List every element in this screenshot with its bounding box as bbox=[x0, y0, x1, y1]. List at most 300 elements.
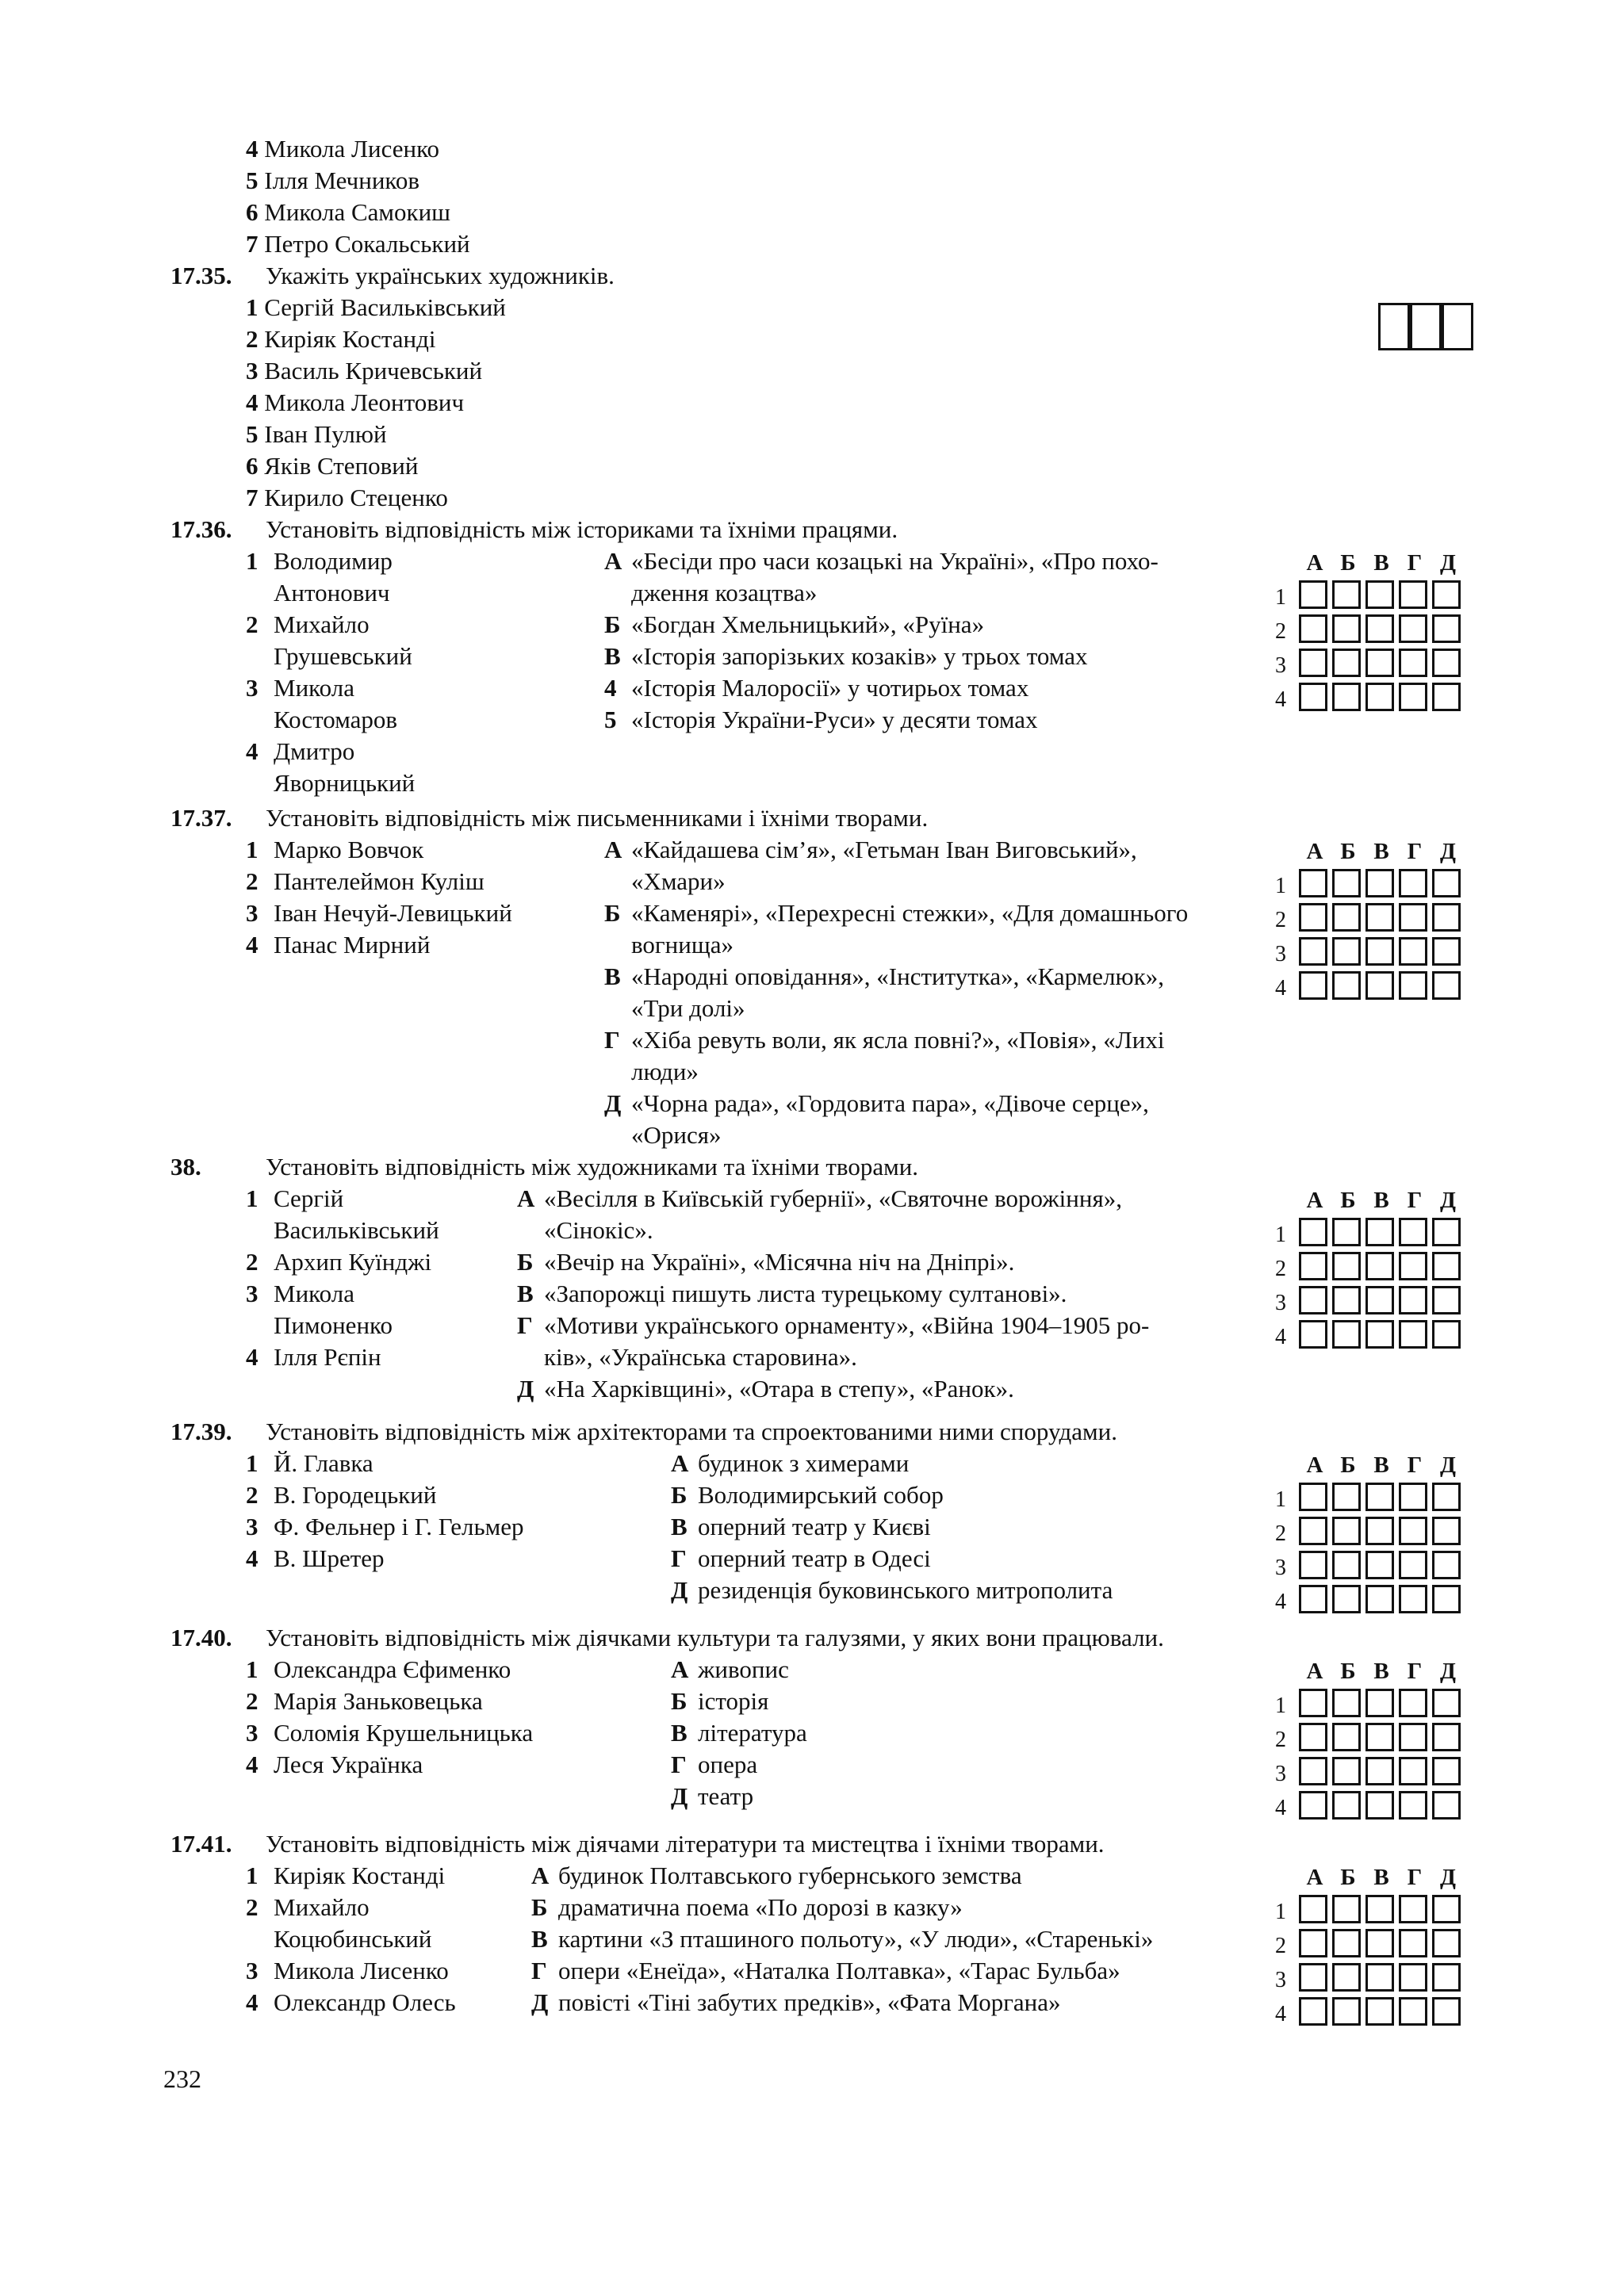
answer-grid-column-label: А bbox=[1306, 839, 1323, 864]
answer-grid-row-label: 3 bbox=[1275, 1968, 1286, 1992]
answer-box[interactable] bbox=[1442, 303, 1473, 350]
option-text: «На Харківщині», «Отара в степу», «Ранок». bbox=[544, 1375, 1014, 1402]
answer-grid-column-label: В bbox=[1373, 1659, 1389, 1684]
answer-cell[interactable] bbox=[1432, 1997, 1461, 2026]
answer-cell[interactable] bbox=[1432, 683, 1461, 711]
item-text: Дмитро bbox=[274, 737, 355, 765]
answer-cell[interactable] bbox=[1332, 971, 1361, 1000]
answer-cell[interactable] bbox=[1432, 869, 1461, 897]
answer-option bbox=[544, 1215, 653, 1246]
answer-cell[interactable] bbox=[1332, 1252, 1361, 1280]
answer-cell[interactable] bbox=[1432, 1963, 1461, 1992]
answer-cell[interactable] bbox=[1299, 1320, 1327, 1349]
answer-cell[interactable] bbox=[1332, 1320, 1361, 1349]
answer-grid-column-label: Г bbox=[1407, 1452, 1423, 1478]
item-text: Марко Вовчок bbox=[274, 836, 424, 863]
answer-cell[interactable] bbox=[1399, 1997, 1427, 2026]
answer-grid-row-label: 1 bbox=[1275, 585, 1286, 610]
answer-grid bbox=[1269, 1655, 1467, 1823]
item-text: Микола bbox=[274, 674, 354, 702]
answer-cell[interactable] bbox=[1299, 1895, 1327, 1923]
answer-cell[interactable] bbox=[1365, 937, 1394, 966]
answer-grid-column-label: В bbox=[1373, 1865, 1389, 1890]
item-text: Киріяк Костанді bbox=[274, 1862, 446, 1889]
option-text: картини «З пташиного польоту», «У люди», «Старенькі» bbox=[558, 1925, 1154, 1953]
answer-cell[interactable] bbox=[1432, 1286, 1461, 1314]
answer-cell[interactable] bbox=[1299, 1689, 1327, 1717]
answer-grid-row-label: 2 bbox=[1275, 1728, 1286, 1752]
answer-cell[interactable] bbox=[1299, 1929, 1327, 1957]
matching-item bbox=[274, 767, 415, 799]
item-text: Іван Пулюй bbox=[258, 420, 387, 448]
option-letter: А bbox=[604, 547, 622, 575]
matching-item bbox=[274, 577, 390, 609]
option-text: оперний театр у Києві bbox=[698, 1513, 931, 1540]
answer-option bbox=[531, 1892, 963, 1923]
answer-cell[interactable] bbox=[1399, 1483, 1427, 1511]
answer-cell[interactable] bbox=[1399, 683, 1427, 711]
answer-cell[interactable] bbox=[1365, 1585, 1394, 1613]
answer-option bbox=[517, 1183, 1122, 1215]
answer-cell[interactable] bbox=[1432, 1585, 1461, 1613]
option-letter: А bbox=[517, 1184, 535, 1212]
answer-cell[interactable] bbox=[1299, 614, 1327, 643]
item-text: Микола Леонтович bbox=[258, 388, 465, 416]
answer-grid-column-label: Б bbox=[1340, 550, 1356, 576]
answer-grid-column-label: Б bbox=[1340, 1865, 1356, 1890]
answer-grid-row-label: 1 bbox=[1275, 1223, 1286, 1247]
answer-cell[interactable] bbox=[1432, 649, 1461, 677]
item-number: 4 bbox=[246, 1751, 259, 1778]
option-letter: Б bbox=[517, 1248, 534, 1276]
option-text: «Орися» bbox=[631, 1121, 722, 1149]
option-text: історія bbox=[698, 1687, 769, 1715]
item-text: Сергій Васильківський bbox=[258, 293, 506, 321]
answer-cell[interactable] bbox=[1332, 1551, 1361, 1579]
answer-cell[interactable] bbox=[1332, 683, 1361, 711]
option-letter: Г bbox=[671, 1751, 687, 1778]
answer-option bbox=[631, 993, 745, 1024]
answer-grid-column-label: А bbox=[1306, 1865, 1323, 1890]
answer-cell[interactable] bbox=[1399, 971, 1427, 1000]
answer-option bbox=[631, 1119, 722, 1151]
answer-cell[interactable] bbox=[1332, 869, 1361, 897]
answer-cell[interactable] bbox=[1399, 1517, 1427, 1545]
option-letter: Д bbox=[604, 1089, 622, 1117]
option-letter: А bbox=[671, 1449, 689, 1477]
answer-grid-column-label: Д bbox=[1440, 839, 1456, 864]
item-text: Яків Степовий bbox=[258, 452, 419, 480]
matching-item bbox=[246, 1892, 370, 1923]
answer-cell[interactable] bbox=[1299, 1286, 1327, 1314]
answer-cell[interactable] bbox=[1299, 1585, 1327, 1613]
option-letter: Д bbox=[517, 1375, 534, 1402]
answer-cell[interactable] bbox=[1365, 1218, 1394, 1246]
item-text: Васильківський bbox=[274, 1216, 439, 1244]
answer-box[interactable] bbox=[1378, 303, 1410, 350]
answer-cell[interactable] bbox=[1365, 1517, 1394, 1545]
option-text: живопис bbox=[698, 1655, 789, 1683]
answer-option bbox=[671, 1543, 931, 1575]
option-text: «Три долі» bbox=[631, 994, 745, 1022]
answer-option bbox=[604, 545, 1159, 577]
answer-cell[interactable] bbox=[1332, 1286, 1361, 1314]
option-text: будинок з химерами bbox=[698, 1449, 910, 1477]
answer-option bbox=[631, 929, 733, 961]
item-text: Марія Заньковецька bbox=[274, 1687, 483, 1715]
list-item bbox=[246, 165, 419, 197]
answer-cell[interactable] bbox=[1432, 1551, 1461, 1579]
answer-cell[interactable] bbox=[1332, 903, 1361, 932]
answer-cell[interactable] bbox=[1299, 1517, 1327, 1545]
item-text: Архип Куїнджі bbox=[274, 1248, 432, 1276]
answer-cell[interactable] bbox=[1332, 1723, 1361, 1751]
answer-cell[interactable] bbox=[1299, 1252, 1327, 1280]
matching-item bbox=[246, 1511, 524, 1543]
answer-cell[interactable] bbox=[1299, 1483, 1327, 1511]
item-text: Ілля Мечников bbox=[258, 166, 420, 194]
answer-cell[interactable] bbox=[1365, 869, 1394, 897]
item-text: Василь Кричевський bbox=[258, 357, 483, 385]
answer-option bbox=[604, 1024, 1165, 1056]
option-letter: Г bbox=[604, 1026, 620, 1054]
item-text: Микола Самокиш bbox=[258, 198, 451, 226]
answer-cell[interactable] bbox=[1399, 1252, 1427, 1280]
answer-grid-row-label: 2 bbox=[1275, 908, 1286, 932]
matching-item bbox=[274, 1215, 439, 1246]
question-header bbox=[170, 1828, 1105, 1860]
answer-cell[interactable] bbox=[1399, 1929, 1427, 1957]
answer-cell[interactable] bbox=[1365, 971, 1394, 1000]
answer-cell[interactable] bbox=[1365, 1723, 1394, 1751]
answer-grid-column-label: А bbox=[1306, 1659, 1323, 1684]
item-text: Киріяк Костанді bbox=[258, 325, 436, 353]
answer-cell[interactable] bbox=[1399, 614, 1427, 643]
answer-cell[interactable] bbox=[1299, 1791, 1327, 1820]
answer-option bbox=[517, 1373, 1014, 1405]
item-number: 4 bbox=[246, 135, 259, 163]
answer-cell[interactable] bbox=[1365, 1252, 1394, 1280]
item-text: Ф. Фельнер і Г. Гельмер bbox=[274, 1513, 524, 1540]
item-number: 1 bbox=[246, 293, 259, 321]
question-header bbox=[170, 260, 615, 292]
option-text: «Сінокіс». bbox=[544, 1216, 653, 1244]
option-text: «Весілля в Київській губернії», «Святочне ворожіння», bbox=[544, 1184, 1122, 1212]
answer-cell[interactable] bbox=[1332, 1218, 1361, 1246]
answer-cell[interactable] bbox=[1399, 869, 1427, 897]
answer-cell[interactable] bbox=[1432, 937, 1461, 966]
option-letter: Б bbox=[604, 899, 621, 927]
option-text: «Хіба ревуть воли, як ясла повні?», «Повія», «Лихі bbox=[631, 1026, 1165, 1054]
answer-cell[interactable] bbox=[1332, 937, 1361, 966]
option-letter: А bbox=[604, 836, 622, 863]
answer-box[interactable] bbox=[1410, 303, 1442, 350]
list-item bbox=[246, 133, 439, 165]
item-text: Сергій bbox=[274, 1184, 344, 1212]
option-letter: Д bbox=[531, 1988, 549, 2016]
answer-cell[interactable] bbox=[1432, 1483, 1461, 1511]
answer-cell[interactable] bbox=[1332, 1517, 1361, 1545]
answer-grid-row-label: 4 bbox=[1275, 1796, 1286, 1820]
item-number: 1 bbox=[246, 1655, 259, 1683]
question-number: 17.37. bbox=[170, 804, 232, 832]
answer-cell[interactable] bbox=[1399, 580, 1427, 609]
answer-cell[interactable] bbox=[1365, 1689, 1394, 1717]
answer-cell[interactable] bbox=[1299, 649, 1327, 677]
list-item bbox=[246, 419, 387, 450]
question-text: Установіть відповідність між письменниками і їхніми творами. bbox=[266, 804, 929, 832]
answer-cell[interactable] bbox=[1332, 580, 1361, 609]
answer-cell[interactable] bbox=[1365, 1551, 1394, 1579]
answer-cell[interactable] bbox=[1432, 1252, 1461, 1280]
option-letter: Г bbox=[531, 1957, 547, 1984]
question-number: 17.40. bbox=[170, 1624, 232, 1651]
option-text: «Мотиви українського орнаменту», «Війна 1904–1905 ро- bbox=[544, 1311, 1150, 1339]
answer-cell[interactable] bbox=[1332, 1483, 1361, 1511]
answer-cell[interactable] bbox=[1399, 649, 1427, 677]
answer-grid-row-label: 4 bbox=[1275, 1590, 1286, 1614]
answer-option bbox=[671, 1575, 1113, 1606]
item-number: 4 bbox=[246, 1343, 259, 1371]
answer-cell[interactable] bbox=[1365, 1320, 1394, 1349]
answer-cell[interactable] bbox=[1299, 1997, 1327, 2026]
item-number: 3 bbox=[246, 1280, 259, 1307]
answer-cell[interactable] bbox=[1432, 1757, 1461, 1785]
matching-item bbox=[246, 866, 485, 897]
answer-cell[interactable] bbox=[1299, 1551, 1327, 1579]
option-text: будинок Полтавського губернського земства bbox=[558, 1862, 1022, 1889]
option-letter: Д bbox=[671, 1576, 688, 1604]
answer-cell[interactable] bbox=[1299, 971, 1327, 1000]
answer-cell[interactable] bbox=[1432, 614, 1461, 643]
answer-cell[interactable] bbox=[1365, 1895, 1394, 1923]
answer-cell[interactable] bbox=[1432, 1791, 1461, 1820]
answer-cell[interactable] bbox=[1299, 580, 1327, 609]
answer-grid-row-label: 1 bbox=[1275, 1693, 1286, 1718]
answer-cell[interactable] bbox=[1332, 614, 1361, 643]
answer-cell[interactable] bbox=[1399, 937, 1427, 966]
answer-grid-column-label: Г bbox=[1407, 1188, 1423, 1213]
answer-cell[interactable] bbox=[1299, 937, 1327, 966]
item-text: Михайло bbox=[274, 1893, 370, 1921]
answer-cell[interactable] bbox=[1332, 649, 1361, 677]
answer-cell[interactable] bbox=[1399, 1585, 1427, 1613]
option-text: люди» bbox=[631, 1058, 699, 1085]
answer-cell[interactable] bbox=[1399, 1757, 1427, 1785]
answer-option bbox=[671, 1654, 789, 1686]
answer-cell[interactable] bbox=[1432, 1218, 1461, 1246]
answer-cell[interactable] bbox=[1299, 1218, 1327, 1246]
answer-cell[interactable] bbox=[1365, 1963, 1394, 1992]
answer-cell[interactable] bbox=[1365, 1997, 1394, 2026]
answer-grid-row-label: 3 bbox=[1275, 942, 1286, 966]
matching-item bbox=[246, 1543, 385, 1575]
answer-grid bbox=[1269, 1862, 1467, 2030]
item-text: Костомаров bbox=[274, 706, 398, 733]
item-text: Пимоненко bbox=[274, 1311, 393, 1339]
matching-item bbox=[246, 1987, 456, 2019]
answer-grid-row-label: 4 bbox=[1275, 687, 1286, 712]
item-number: 4 bbox=[246, 388, 259, 416]
item-number: 3 bbox=[246, 1719, 259, 1747]
option-letter: 5 bbox=[604, 706, 617, 733]
answer-cell[interactable] bbox=[1299, 1963, 1327, 1992]
answer-cell[interactable] bbox=[1332, 1997, 1361, 2026]
answer-grid-column-label: Г bbox=[1407, 839, 1423, 864]
matching-item bbox=[246, 1183, 343, 1215]
matching-item bbox=[246, 736, 354, 767]
item-number: 3 bbox=[246, 1513, 259, 1540]
answer-grid-column-label: Д bbox=[1440, 1452, 1456, 1478]
answer-grid-column-label: Б bbox=[1340, 839, 1356, 864]
list-item bbox=[246, 197, 450, 228]
item-number: 1 bbox=[246, 836, 259, 863]
answer-cell[interactable] bbox=[1399, 1218, 1427, 1246]
matching-item bbox=[246, 1654, 511, 1686]
item-text: Леся Українка bbox=[274, 1751, 423, 1778]
answer-cell[interactable] bbox=[1332, 1757, 1361, 1785]
option-letter: В bbox=[671, 1513, 688, 1540]
matching-item bbox=[246, 1246, 431, 1278]
answer-cell[interactable] bbox=[1399, 1895, 1427, 1923]
answer-option bbox=[531, 1860, 1022, 1892]
answer-cell[interactable] bbox=[1432, 971, 1461, 1000]
answer-cell[interactable] bbox=[1332, 1791, 1361, 1820]
option-text: опери «Енеїда», «Наталка Полтавка», «Тарас Бульба» bbox=[558, 1957, 1120, 1984]
answer-option bbox=[604, 704, 1038, 736]
list-item bbox=[246, 355, 482, 387]
item-number: 3 bbox=[246, 357, 259, 385]
answer-cell[interactable] bbox=[1432, 1723, 1461, 1751]
list-item bbox=[246, 292, 506, 323]
option-letter: Б bbox=[671, 1481, 688, 1509]
answer-cell[interactable] bbox=[1299, 1723, 1327, 1751]
option-letter: Г bbox=[671, 1544, 687, 1572]
item-number: 2 bbox=[246, 1893, 259, 1921]
item-text: Петро Сокальський bbox=[258, 230, 470, 258]
answer-grid bbox=[1269, 1449, 1467, 1617]
answer-grid-column-label: А bbox=[1306, 1452, 1323, 1478]
answer-cell[interactable] bbox=[1399, 1791, 1427, 1820]
answer-cell[interactable] bbox=[1299, 869, 1327, 897]
question-number: 38. bbox=[170, 1153, 201, 1181]
matching-item bbox=[246, 929, 430, 961]
answer-cell[interactable] bbox=[1365, 683, 1394, 711]
answer-cell[interactable] bbox=[1432, 1689, 1461, 1717]
answer-grid-row-label: 3 bbox=[1275, 1556, 1286, 1580]
answer-option bbox=[671, 1479, 944, 1511]
answer-cell[interactable] bbox=[1432, 1895, 1461, 1923]
answer-grid-column-label: Г bbox=[1407, 1659, 1423, 1684]
item-number: 3 bbox=[246, 674, 259, 702]
answer-cell[interactable] bbox=[1299, 683, 1327, 711]
answer-cell[interactable] bbox=[1399, 1320, 1427, 1349]
item-text: В. Городецький bbox=[274, 1481, 437, 1509]
matching-item bbox=[246, 1448, 373, 1479]
answer-cell[interactable] bbox=[1332, 1895, 1361, 1923]
answer-cell[interactable] bbox=[1332, 1689, 1361, 1717]
answer-grid-row-label: 2 bbox=[1275, 1934, 1286, 1958]
answer-cell[interactable] bbox=[1332, 1585, 1361, 1613]
answer-cell[interactable] bbox=[1365, 614, 1394, 643]
answer-grid-column-label: Д bbox=[1440, 1865, 1456, 1890]
item-text: Кирило Стеценко bbox=[258, 484, 448, 511]
answer-cell[interactable] bbox=[1365, 1757, 1394, 1785]
question-text: Установіть відповідність між художниками та їхніми творами. bbox=[266, 1153, 919, 1181]
answer-cell[interactable] bbox=[1432, 1929, 1461, 1957]
option-letter: Б bbox=[671, 1687, 688, 1715]
answer-grid bbox=[1269, 1184, 1467, 1353]
answer-cell[interactable] bbox=[1332, 1929, 1361, 1957]
answer-cell[interactable] bbox=[1432, 1320, 1461, 1349]
answer-grid-row-label: 3 bbox=[1275, 1762, 1286, 1786]
answer-grid-column-label: Г bbox=[1407, 1865, 1423, 1890]
answer-option bbox=[604, 897, 1188, 929]
answer-cell[interactable] bbox=[1365, 649, 1394, 677]
option-text: драматична поема «По дорозі в казку» bbox=[558, 1893, 963, 1921]
option-letter: В bbox=[604, 962, 621, 990]
answer-cell[interactable] bbox=[1432, 1517, 1461, 1545]
item-text: Володимир bbox=[274, 547, 393, 575]
question-text: Укажіть українських художників. bbox=[266, 262, 615, 289]
answer-option bbox=[604, 672, 1028, 704]
answer-cell[interactable] bbox=[1399, 1963, 1427, 1992]
list-item bbox=[246, 228, 470, 260]
matching-item bbox=[246, 1860, 445, 1892]
answer-option bbox=[671, 1781, 753, 1812]
item-number: 2 bbox=[246, 1248, 259, 1276]
option-letter: 4 bbox=[604, 674, 617, 702]
answer-cell[interactable] bbox=[1299, 903, 1327, 932]
answer-cell[interactable] bbox=[1399, 1286, 1427, 1314]
answer-cell[interactable] bbox=[1365, 1483, 1394, 1511]
answer-cell[interactable] bbox=[1399, 903, 1427, 932]
answer-option bbox=[671, 1717, 807, 1749]
item-text: Михайло bbox=[274, 610, 370, 638]
item-number: 1 bbox=[246, 547, 259, 575]
answer-cell[interactable] bbox=[1365, 903, 1394, 932]
answer-cell[interactable] bbox=[1332, 1963, 1361, 1992]
answer-cell[interactable] bbox=[1365, 1929, 1394, 1957]
answer-grid-row-label: 4 bbox=[1275, 1325, 1286, 1349]
answer-option bbox=[631, 1056, 699, 1088]
matching-item bbox=[274, 1923, 431, 1955]
question-number: 17.39. bbox=[170, 1418, 232, 1445]
answer-cell[interactable] bbox=[1432, 903, 1461, 932]
answer-cell[interactable] bbox=[1365, 1286, 1394, 1314]
option-letter: А bbox=[671, 1655, 689, 1683]
answer-cell[interactable] bbox=[1399, 1551, 1427, 1579]
item-text: Антонович bbox=[274, 579, 390, 607]
option-text: Володимирський собор bbox=[698, 1481, 944, 1509]
answer-cell[interactable] bbox=[1365, 580, 1394, 609]
answer-option bbox=[671, 1448, 909, 1479]
question-number: 17.41. bbox=[170, 1830, 232, 1858]
answer-grid-column-label: Д bbox=[1440, 1659, 1456, 1684]
answer-cell[interactable] bbox=[1432, 580, 1461, 609]
answer-cell[interactable] bbox=[1365, 1791, 1394, 1820]
option-text: «Кайдашева сім’я», «Гетьман Іван Виговський», bbox=[631, 836, 1137, 863]
answer-cell[interactable] bbox=[1299, 1757, 1327, 1785]
answer-grid-column-label: Д bbox=[1440, 550, 1456, 576]
item-number: 2 bbox=[246, 325, 259, 353]
matching-item bbox=[246, 1717, 533, 1749]
answer-cell[interactable] bbox=[1399, 1723, 1427, 1751]
matching-item bbox=[246, 1686, 483, 1717]
answer-cell[interactable] bbox=[1399, 1689, 1427, 1717]
answer-option bbox=[517, 1246, 1014, 1278]
list-item bbox=[246, 450, 418, 482]
